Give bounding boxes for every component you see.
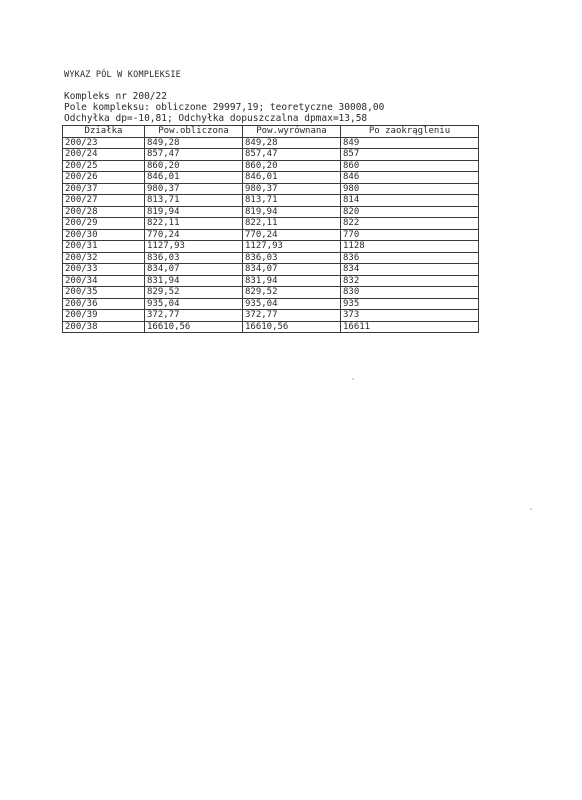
cell-rounded-area: 849 [341,137,479,149]
table-header-row [63,126,479,138]
column-header-computed-area: Pow.obliczona [145,126,243,138]
cell-rounded-area: 1128 [341,241,479,253]
cell-adjusted-area: 829,52 [243,287,341,299]
complex-header [64,91,384,124]
cell-computed-area: 1127,93 [145,241,243,253]
cell-computed-area: 846,01 [145,172,243,184]
cell-computed-area: 857,47 [145,149,243,161]
table-row [63,137,479,149]
cell-adjusted-area: 860,20 [243,160,341,172]
table-row [63,172,479,184]
cell-computed-area: 836,03 [145,252,243,264]
column-header-rounded-area: Po zaokrągleniu [341,126,479,138]
cell-parcel: 200/38 [63,321,145,333]
cell-adjusted-area: 822,11 [243,218,341,230]
cell-parcel: 200/24 [63,149,145,161]
scan-speck [530,508,532,510]
cell-adjusted-area: 813,71 [243,195,341,207]
cell-adjusted-area: 935,04 [243,298,341,310]
cell-computed-area: 860,20 [145,160,243,172]
document-title: WYKAZ PÓL W KOMPLEKSIE [64,70,181,80]
cell-parcel: 200/36 [63,298,145,310]
scan-speck [352,378,354,380]
cell-computed-area: 834,07 [145,264,243,276]
cell-parcel: 200/28 [63,206,145,218]
cell-parcel: 200/34 [63,275,145,287]
cell-computed-area: 831,94 [145,275,243,287]
cell-parcel: 200/33 [63,264,145,276]
table-row [63,264,479,276]
cell-computed-area: 980,37 [145,183,243,195]
cell-adjusted-area: 1127,93 [243,241,341,253]
cell-computed-area: 935,04 [145,298,243,310]
table-body [63,137,479,333]
cell-rounded-area: 814 [341,195,479,207]
cell-rounded-area: 846 [341,172,479,184]
cell-computed-area: 813,71 [145,195,243,207]
cell-adjusted-area: 372,77 [243,310,341,322]
table-row [63,149,479,161]
table-row [63,321,479,333]
cell-parcel: 200/25 [63,160,145,172]
cell-rounded-area: 860 [341,160,479,172]
table-row [63,229,479,241]
complex-deviation: Odchyłka dp=-10,81; Odchyłka dopuszczalna dpmax=13,58 [64,113,368,124]
cell-parcel: 200/39 [63,310,145,322]
table-row [63,287,479,299]
cell-computed-area: 16610,56 [145,321,243,333]
cell-adjusted-area: 819,94 [243,206,341,218]
cell-adjusted-area: 834,07 [243,264,341,276]
cell-parcel: 200/31 [63,241,145,253]
cell-adjusted-area: 849,28 [243,137,341,149]
cell-rounded-area: 830 [341,287,479,299]
table-row [63,183,479,195]
cell-computed-area: 770,24 [145,229,243,241]
cell-parcel: 200/37 [63,183,145,195]
cell-parcel: 200/26 [63,172,145,184]
cell-computed-area: 849,28 [145,137,243,149]
cell-rounded-area: 373 [341,310,479,322]
table-row [63,252,479,264]
cell-adjusted-area: 857,47 [243,149,341,161]
cell-parcel: 200/30 [63,229,145,241]
table-row [63,160,479,172]
cell-rounded-area: 820 [341,206,479,218]
cell-adjusted-area: 980,37 [243,183,341,195]
column-header-parcel: Działka [63,126,145,138]
cell-parcel: 200/27 [63,195,145,207]
cell-computed-area: 829,52 [145,287,243,299]
table-row [63,275,479,287]
cell-rounded-area: 836 [341,252,479,264]
cell-adjusted-area: 831,94 [243,275,341,287]
column-header-adjusted-area: Pow.wyrównana [243,126,341,138]
cell-adjusted-area: 770,24 [243,229,341,241]
cell-parcel: 200/32 [63,252,145,264]
cell-rounded-area: 832 [341,275,479,287]
cell-rounded-area: 16611 [341,321,479,333]
table-row [63,206,479,218]
cell-parcel: 200/29 [63,218,145,230]
cell-computed-area: 819,94 [145,206,243,218]
cell-adjusted-area: 836,03 [243,252,341,264]
table-row [63,218,479,230]
cell-rounded-area: 834 [341,264,479,276]
cell-computed-area: 372,77 [145,310,243,322]
complex-area: Pole kompleksu: obliczone 29997,19; teoretyczne 30008,00 [64,102,385,113]
cell-parcel: 200/35 [63,287,145,299]
cell-rounded-area: 770 [341,229,479,241]
cell-rounded-area: 822 [341,218,479,230]
cell-parcel: 200/23 [63,137,145,149]
table-row [63,195,479,207]
table-row [63,298,479,310]
cell-computed-area: 822,11 [145,218,243,230]
cell-rounded-area: 980 [341,183,479,195]
table-row [63,241,479,253]
parcel-area-table [62,125,479,333]
table-row [63,310,479,322]
cell-rounded-area: 857 [341,149,479,161]
cell-adjusted-area: 16610,56 [243,321,341,333]
cell-adjusted-area: 846,01 [243,172,341,184]
complex-number: Kompleks nr 200/22 [64,91,167,102]
cell-rounded-area: 935 [341,298,479,310]
